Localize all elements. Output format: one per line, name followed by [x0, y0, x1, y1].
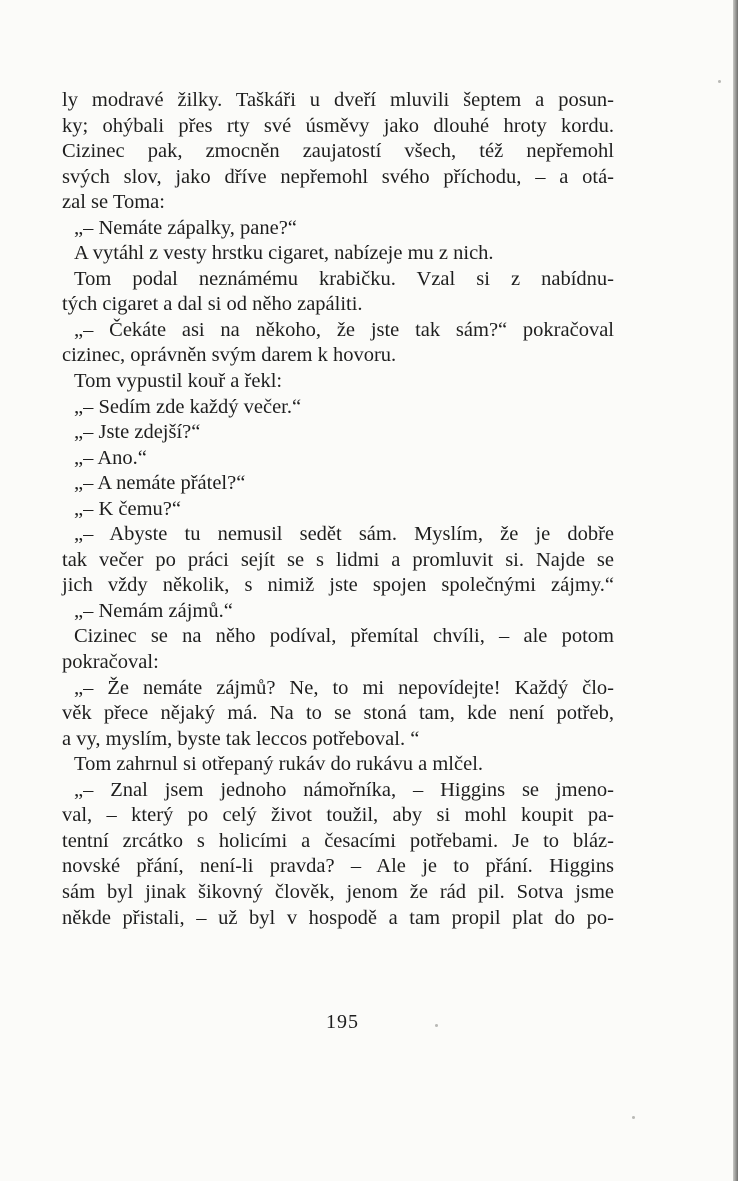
text-line: svých slov, jako dříve nepřemohl svého příchodu, – a otá- — [62, 165, 614, 188]
text-line: sám byl jinak šikovný člověk, jenom že rád pil. Sotva jsme — [62, 880, 614, 903]
text-line: val, – který po celý život toužil, aby si mohl koupit pa- — [62, 804, 614, 827]
text-line: tak večer po práci sejít se s lidmi a promluvit si. Najde se — [62, 548, 614, 571]
text-line: „– Nemám zájmů.“ — [74, 599, 233, 622]
text-line: Tom zahrnul si otřepaný rukáv do rukávu a mlčel. — [74, 753, 484, 776]
paper-speck — [632, 1116, 635, 1119]
text-line: „– A nemáte přátel?“ — [74, 472, 246, 495]
text-line: Cizinec se na něho podíval, přemítal chvíli, – ale potom — [74, 625, 614, 648]
text-line: cizinec, oprávněn svým darem k hovoru. — [62, 344, 397, 367]
text-line: novské přání, není-li pravda? – Ale je to přání. Higgins — [62, 855, 614, 878]
text-line: Tom podal neznámému krabičku. Vzal si z nabídnu- — [74, 267, 614, 290]
text-line: A vytáhl z vesty hrstku cigaret, nabízeje mu z nich. — [74, 242, 494, 265]
text-line: Tom vypustil kouř a řekl: — [74, 370, 283, 393]
text-line: pokračoval: — [62, 651, 159, 674]
text-line: „– Že nemáte zájmů? Ne, to mi nepovídejte! Každý člo- — [74, 676, 614, 699]
text-line: ly modravé žilky. Taškáři u dveří mluvili šeptem a posun- — [62, 89, 614, 111]
text-line: ky; ohýbali přes rty své úsměvy jako dlouhé hroty kordu. — [62, 114, 614, 137]
text-line: zal se Toma: — [62, 191, 165, 214]
text-line: někde přistali, – už byl v hospodě a tam propil plat do po- — [62, 906, 614, 929]
text-line: tých cigaret a dal si od něho zapáliti. — [62, 293, 363, 316]
text-line: „– Jste zdejší?“ — [74, 421, 201, 444]
text-line: „– Ano.“ — [74, 446, 147, 469]
text-line: „– Čekáte asi na někoho, že jste tak sám?“ pokračoval — [74, 318, 614, 341]
text-line: „– Znal jsem jednoho námořníka, – Higgins se jmeno- — [74, 778, 614, 801]
text-line: „– Abyste tu nemusil sedět sám. Myslím, že je dobře — [74, 523, 614, 546]
text-line: věk přece nějaký má. Na to se stoná tam, kde není potřeb, — [62, 702, 614, 725]
text-line: „– Sedím zde každý večer.“ — [74, 395, 302, 418]
paper-speck — [718, 80, 721, 83]
text-line: a vy, myslím, byste tak leccos potřeboval. “ — [62, 727, 420, 750]
text-line: Cizinec pak, zmocněn zaujatostí všech, též nepřemohl — [62, 140, 614, 163]
text-line: jich vždy několik, s nimiž jste spojen společnými zájmy.“ — [62, 574, 614, 597]
text-line: „– K čemu?“ — [74, 497, 181, 520]
body-text — [62, 88, 614, 931]
text-line: tentní zrcátko s holicími a česacími potřebami. Je to bláz- — [62, 829, 614, 852]
page-number: 195 — [326, 1011, 359, 1033]
text-line: „– Nemáte zápalky, pane?“ — [74, 216, 297, 239]
paper-speck — [435, 1024, 438, 1027]
page-edge-shadow — [733, 0, 738, 1181]
